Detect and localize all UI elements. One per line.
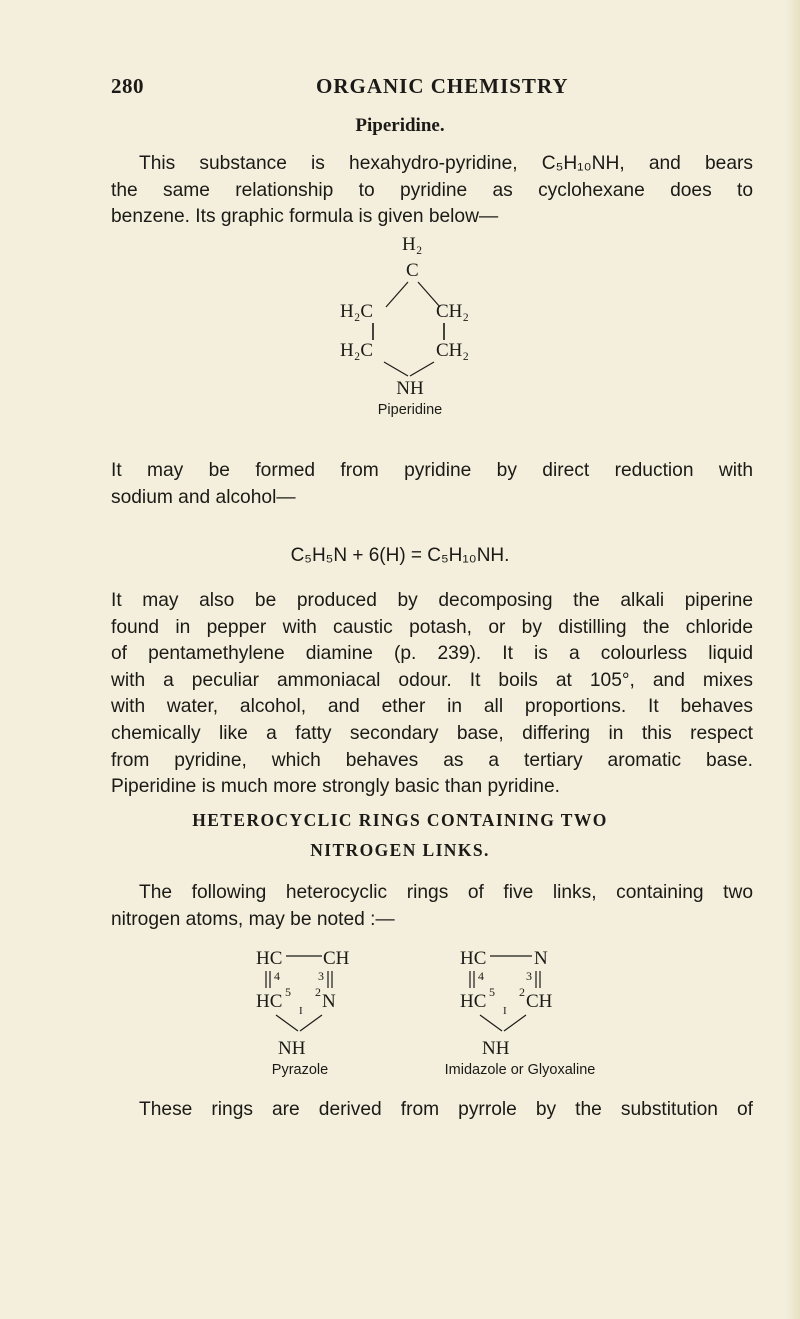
bond-line xyxy=(410,362,434,376)
reduction-equation: C₅H₅N + 6(H) = C₅H₁₀NH. xyxy=(290,545,510,566)
formation-paragraph xyxy=(111,458,753,511)
text-line: sodium and alcohol— xyxy=(111,486,296,508)
diagram-label: NH xyxy=(396,378,424,399)
bond-line xyxy=(384,362,408,376)
heterocyclic-heading-line2: NITROGEN LINKS. xyxy=(310,840,490,860)
page-edge xyxy=(786,0,800,1319)
page-header xyxy=(111,74,751,108)
page-number: 280 xyxy=(111,74,144,98)
closing-paragraph xyxy=(111,1097,753,1124)
properties-paragraph xyxy=(111,588,753,801)
diagram-label: NH xyxy=(278,1038,306,1059)
imidazole-structure-diagram xyxy=(460,944,600,1060)
imidazole-caption: Imidazole or Glyoxaline xyxy=(444,1062,596,1078)
piperidine-caption: Piperidine xyxy=(377,402,443,418)
heterocyclic-intro-paragraph xyxy=(111,880,753,933)
position-number: 5 xyxy=(489,985,495,999)
text-line: the same relationship to pyridine as cyclohexane does to xyxy=(111,179,753,201)
diagram-label: N xyxy=(322,991,336,1012)
diagram-label: HC xyxy=(256,948,283,969)
pyrazole-structure-diagram xyxy=(256,944,396,1060)
diagram-label: CH₂ xyxy=(436,301,470,322)
text-line: benzene. Its graphic formula is given below— xyxy=(111,206,499,228)
text-line: Piperidine is much more strongly basic than pyridine. xyxy=(111,776,560,798)
diagram-label: N xyxy=(534,948,548,969)
text-line: of pentamethylene diamine (p. 239). It is a colourless liquid xyxy=(111,643,753,665)
position-number: 2 xyxy=(519,985,525,999)
position-number: 3 xyxy=(318,969,324,983)
text-line: with a peculiar ammoniacal odour. It boils at 105°, and mixes xyxy=(111,669,753,691)
piperidine-structure-diagram xyxy=(340,228,510,378)
bond-line xyxy=(480,1015,502,1031)
text-line: It may also be produced by decomposing the alkali piperine xyxy=(111,590,753,611)
diagram-label: H₂C xyxy=(340,340,374,361)
text-line: nitrogen atoms, may be noted :— xyxy=(111,908,395,930)
heterocyclic-heading-line1: HETEROCYCLIC RINGS CONTAINING TWO xyxy=(192,810,608,830)
position-number: 5 xyxy=(285,985,291,999)
position-number: 4 xyxy=(274,969,280,983)
diagram-label: HC xyxy=(460,991,487,1012)
position-number: I xyxy=(503,1005,507,1017)
diagram-label: CH xyxy=(526,991,553,1012)
diagram-label: HC xyxy=(256,991,283,1012)
position-number: 4 xyxy=(478,969,484,983)
section-heading: Piperidine. xyxy=(355,115,445,136)
bond-line xyxy=(300,1015,322,1031)
bond-line xyxy=(276,1015,298,1031)
diagram-label: CH₂ xyxy=(436,340,470,361)
text-line: These rings are derived from pyrrole by the substitution of xyxy=(139,1099,753,1120)
text-line: from pyridine, which behaves as a tertiary aromatic base. xyxy=(111,749,753,771)
intro-paragraph xyxy=(111,151,753,231)
position-number: 2 xyxy=(315,985,321,999)
running-title: ORGANIC CHEMISTRY xyxy=(316,74,569,98)
diagram-label: H₂ xyxy=(402,234,423,255)
text-line: It may be formed from pyridine by direct reduction with xyxy=(111,460,753,481)
diagram-label: HC xyxy=(460,948,487,969)
pyrazole-caption: Pyrazole xyxy=(271,1062,329,1078)
bond-line xyxy=(504,1015,526,1031)
text-line: with water, alcohol, and ether in all proportions. It behaves xyxy=(111,696,753,718)
text-line: This substance is hexahydro-pyridine, C₅H₁₀NH, and bears xyxy=(139,153,753,174)
text-line: The following heterocyclic rings of five links, containing two xyxy=(139,882,753,903)
diagram-label: H₂C xyxy=(340,301,374,322)
diagram-label: CH xyxy=(323,948,350,969)
bond-line xyxy=(386,282,408,307)
position-number: 3 xyxy=(526,969,532,983)
text-line: chemically like a fatty secondary base, differing in this respect xyxy=(111,722,753,744)
diagram-label: C xyxy=(406,260,419,281)
text-line: found in pepper with caustic potash, or by distilling the chloride xyxy=(111,616,753,638)
diagram-label: NH xyxy=(482,1038,510,1059)
position-number: I xyxy=(299,1005,303,1017)
